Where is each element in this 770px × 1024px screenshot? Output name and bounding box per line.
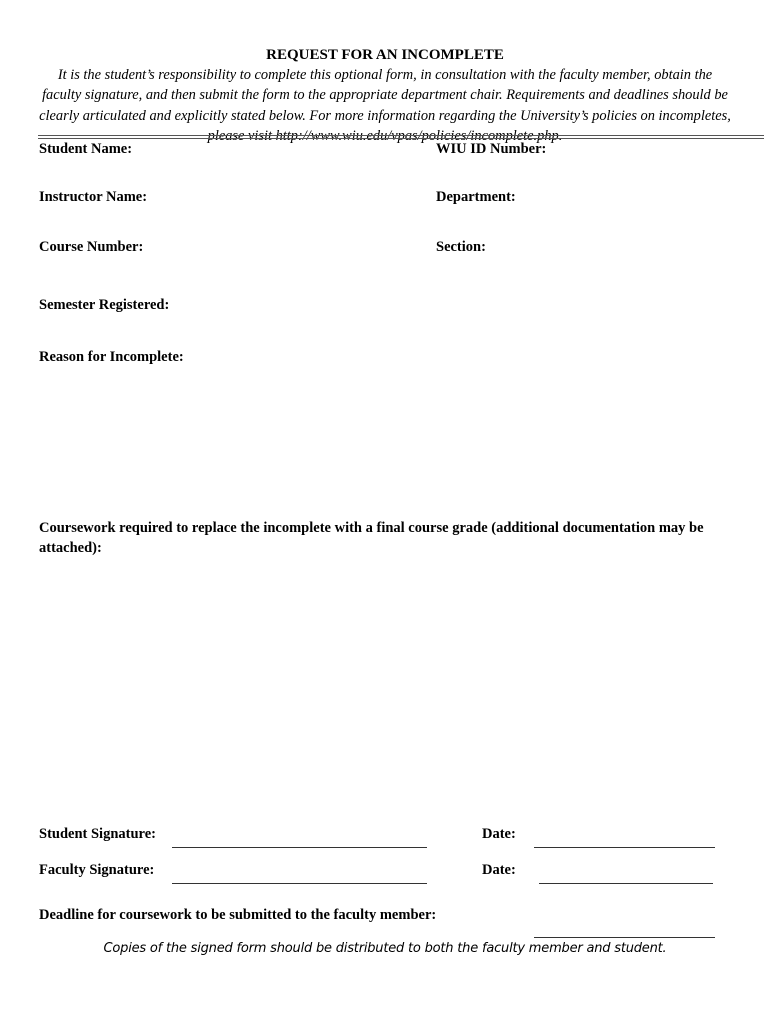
instructor-name-label: Instructor Name: (39, 189, 148, 205)
reason-label: Reason for Incomplete: (39, 349, 184, 365)
course-number-label: Course Number: (39, 239, 144, 255)
distribution-note: Copies of the signed form should be distributed to both the faculty member and student. (103, 941, 667, 956)
header-divider-double (38, 138, 764, 139)
wiu-id-label: WIU ID Number: (436, 141, 547, 157)
header-divider (38, 135, 764, 136)
student-name-label: Student Name: (39, 141, 133, 157)
faculty-date-label: Date: (482, 862, 516, 878)
form-title: REQUEST FOR AN INCOMPLETE (266, 47, 504, 63)
student-signature-label: Student Signature: (39, 826, 156, 842)
form-instructions: It is the student’s responsibility to complete this optional form, in consultation with the faculty member, obtain the faculty signature, and then submit the form to the appropriate department chair. Requirements and deadlines should be clearly articulated and explicitly stated below. For more information regarding the University’s policies on incompletes, please visit http://www.wiu.edu/vpas/policies/incomplete.php. (39, 67, 731, 144)
faculty-signature-label: Faculty Signature: (39, 862, 155, 878)
deadline-label: Deadline for coursework to be submitted to the faculty member: (39, 907, 437, 923)
semester-registered-label: Semester Registered: (39, 297, 170, 313)
student-signature-line[interactable] (172, 847, 427, 848)
deadline-line[interactable] (534, 937, 715, 938)
faculty-date-line[interactable] (539, 883, 713, 884)
coursework-label: Coursework required to replace the incomplete with a final course grade (additional documentation may be attached): (39, 520, 704, 556)
faculty-signature-line[interactable] (172, 883, 427, 884)
section-label: Section: (436, 239, 486, 255)
student-date-line[interactable] (534, 847, 715, 848)
department-label: Department: (436, 189, 516, 205)
student-date-label: Date: (482, 826, 516, 842)
